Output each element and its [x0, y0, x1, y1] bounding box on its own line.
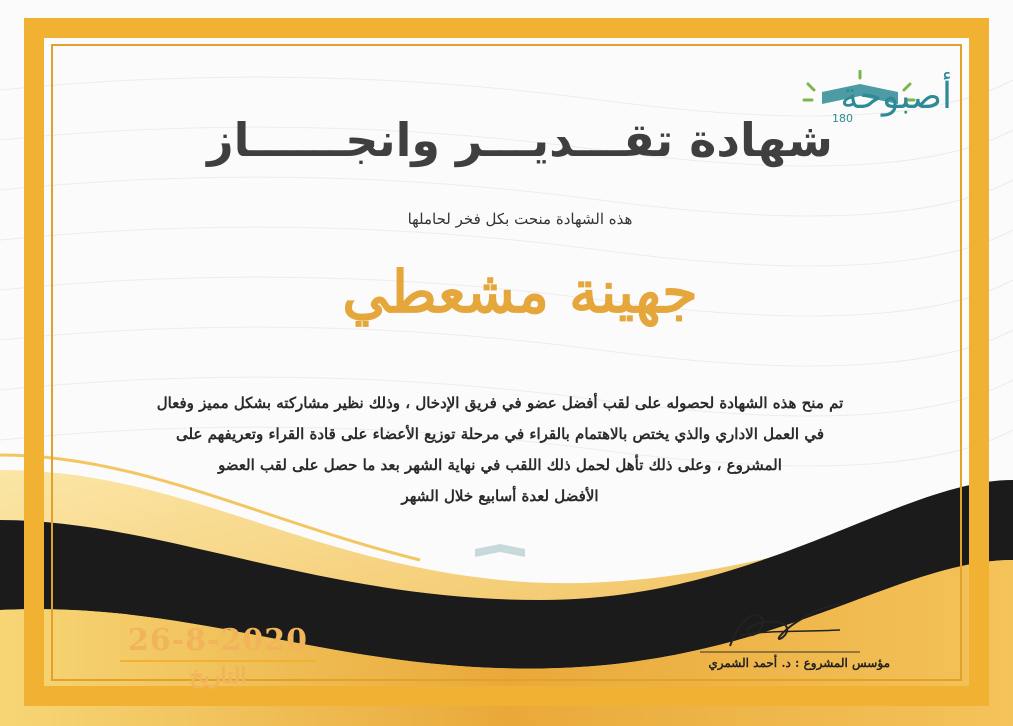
signatory-label: مؤسس المشروع : د. أحمد الشمري — [708, 656, 890, 670]
watermark-graphic — [455, 535, 555, 585]
body-line: في العمل الاداري والذي يختص بالاهتمام بالقراء في مرحلة توزيع الأعضاء على قادة القراء وتعريفهم على — [175, 425, 824, 443]
date-underline — [120, 660, 316, 662]
signature-mark-icon — [690, 596, 870, 656]
body-line: الأفضل لعدة أسابيع خلال الشهر — [401, 487, 599, 505]
logo-number: 180 — [832, 112, 853, 125]
date-value: 26-8-2020 — [127, 623, 309, 658]
certificate-title: شهادة تقـــديـــر وانجــــــاز — [207, 113, 833, 167]
body-line: المشروع ، وعلى ذلك تأهل لحمل ذلك اللقب في نهاية الشهر بعد ما حصل على لقب العضو — [218, 456, 782, 474]
certificate-body — [110, 388, 890, 512]
logo-text: أصبوحة — [840, 76, 952, 117]
body-line: تم منح هذه الشهادة لحصوله على لقب أفضل عضو في فريق الإدخال ، وذلك نظير مشاركته بشكل مميز وفعال — [156, 394, 844, 412]
certificate-subtitle: هذه الشهادة منحت بكل فخر لحاملها — [407, 210, 633, 228]
book-logo-watermark-icon — [455, 535, 555, 585]
recipient-name: جهينة مشعطي — [342, 258, 698, 326]
date-label: التاريخ — [189, 663, 247, 689]
date-block — [118, 615, 318, 695]
signature-block — [660, 596, 890, 686]
